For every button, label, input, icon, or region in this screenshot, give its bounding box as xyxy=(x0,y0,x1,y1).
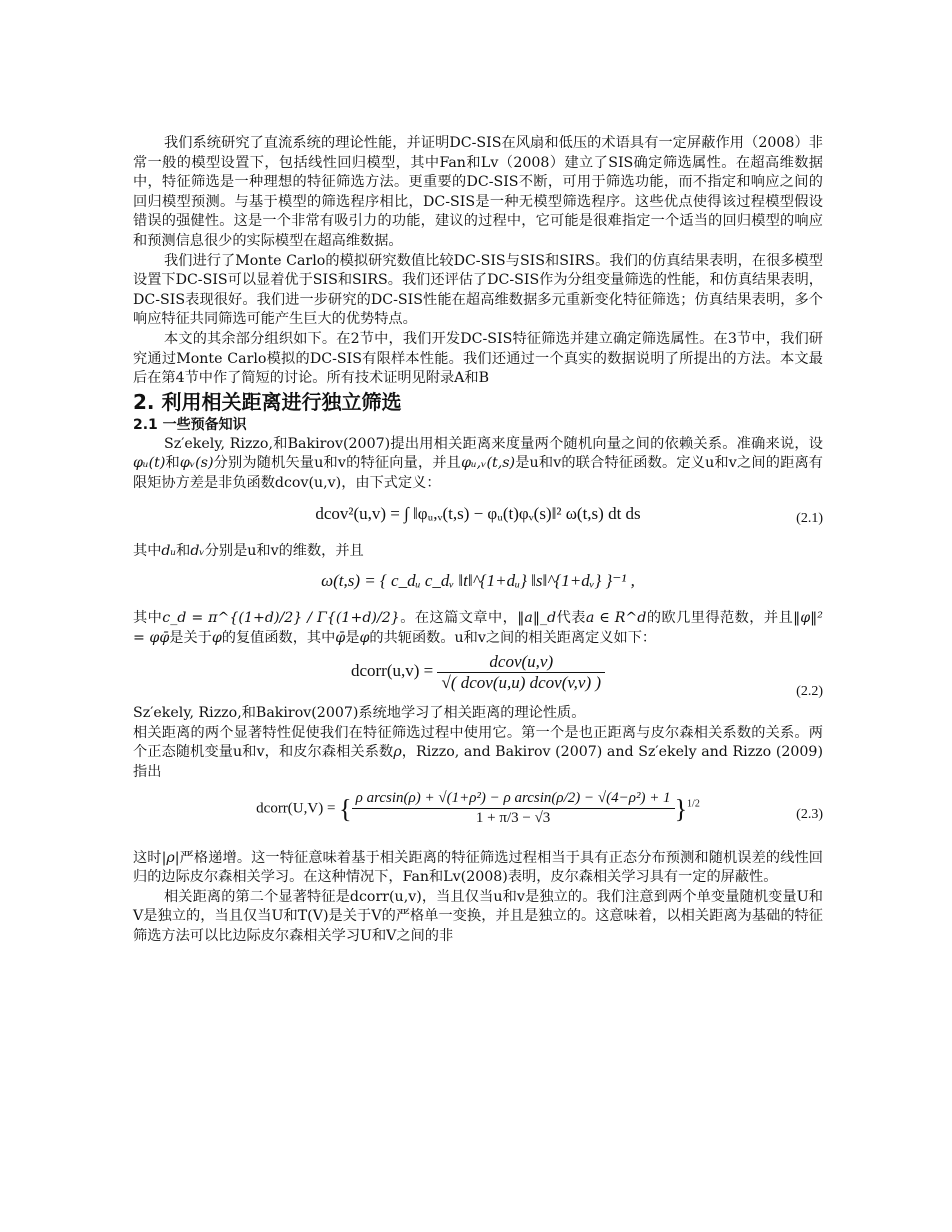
math-dcorr-uv: dcorr(u,v)， xyxy=(349,888,437,905)
equation-formula xyxy=(133,652,823,692)
text-segment: 其中 xyxy=(133,610,163,627)
equation-lhs: dcorr(u,v) = xyxy=(350,661,434,681)
equation-2-3 xyxy=(133,785,823,847)
text-segment: 其中 xyxy=(133,542,162,559)
section-title: 2. 利用相关距离进行独立筛选 xyxy=(133,389,402,414)
equation-2-1 xyxy=(133,496,823,540)
math-d-u: dᵤ xyxy=(161,542,177,559)
equation-fraction xyxy=(352,789,675,829)
text-segment: 相关距离的两个显著特性促使我们在特征筛选过程中使用它。第一个是也正距离与皮尔森相关系数的关系。两个正态随机变量u和v，和皮尔森相关系数 xyxy=(133,724,823,761)
math-rho: ρ xyxy=(393,744,402,761)
equation-power: 1/2 xyxy=(687,798,700,810)
paragraph-4 xyxy=(133,435,823,494)
brace-close: } xyxy=(674,793,688,823)
equation-formula: dcov²(u,v) = ∫ ‖φᵤ,ᵥ(t,s) − φᵤ(t)φᵥ(s)‖² ω(t,s) dt ds xyxy=(315,503,641,523)
equation-omega xyxy=(133,563,823,607)
paragraph-1: 我们系统研究了直流系统的理论性能，并证明DC-SIS在风扇和低压的术语具有一定屏蔽作用（2008）非常一般的模型设置下，包括线性回归模型，其中Fan和Lv（2008）建立了SIS确定筛选属性。在超高维数据中，特征筛选是一种理想的特征筛选方法。更重要的DC-SIS不断，可用于筛选功能，而不指定和响应之间的回归模型预测。与基于模型的筛选程序相比，DC-SIS是一种无模型筛选程序。这些优点使得该过程模型假设错误的强健性。这是一个非常有吸引力的功能，建议的过程中，它可能是很难指定一个适当的回归模型的响应和预测信息很少的实际模型在超高维数据。 xyxy=(133,135,823,249)
equation-numerator: ρ arcsin(ρ) + √(1+ρ²) − ρ arcsin(ρ/2) − √(4−ρ²) + 1 xyxy=(352,789,675,810)
paragraph-5 xyxy=(133,542,823,562)
paragraph-2: 我们进行了Monte Carlo的模拟研究数值比较DC-SIS与SIS和SIRS。我们的仿真结果表明，在很多模型设置下DC-SIS可以显着优于SIS和SIRS。我们还评估了DC-SIS作为分组变量筛选的性能，和仿真结果表明，DC-SIS表现很好。我们进一步研究的DC-SIS性能在超高维数据多元重新变化特征筛选；仿真结果表明，多个响应特征共同筛选可能产生巨大的优势特点。 xyxy=(133,252,823,328)
subsection-title: 2.1 一些预备知识 xyxy=(133,416,247,433)
equation-fraction xyxy=(437,652,605,692)
text-segment: 代表 xyxy=(556,610,586,627)
equation-number: (2.3) xyxy=(796,806,823,822)
math-phi: φ xyxy=(359,629,370,646)
equation-number: (2.2) xyxy=(796,684,823,700)
paragraph-10 xyxy=(133,888,823,947)
brace-open: { xyxy=(339,793,352,823)
math-abs-rho: |ρ| xyxy=(161,849,180,866)
math-phi-bar: φ̄ xyxy=(335,629,346,646)
text-segment: Sz′ekely, Rizzo,和Bakirov(2007)提出用相关距离来度量两个随机向量之间的依赖关系。准确来说，设 xyxy=(164,435,823,452)
equation-number: (2.1) xyxy=(796,510,823,526)
paragraph-3: 本文的其余部分组织如下。在2节中，我们开发DC-SIS特征筛选并建立确定筛选属性。在3节中，我们研究通过Monte Carlo模拟的DC-SIS有限样本性能。我们还通过一个真实的数据说明了所提出的方法。本文最后在第4节中作了简短的讨论。所有技术证明见附录A和B xyxy=(133,330,823,387)
equation-formula xyxy=(133,789,823,829)
math-d-v: dᵥ xyxy=(190,542,205,559)
math-a-in-r: a ∈ R^d xyxy=(585,610,647,627)
text-segment: 分别是u和v的维数，并且 xyxy=(204,542,364,559)
math-phi-u-t: φᵤ(t) xyxy=(133,455,166,472)
page-content xyxy=(133,134,823,947)
math-dcov-uv: dcov(u,v) xyxy=(274,474,342,491)
text-segment: 分别为随机矢量u和v的特征向量，并且 xyxy=(213,455,462,472)
equation-2-2 xyxy=(133,650,823,702)
text-segment: 的欧几里得范数，并且 xyxy=(646,610,794,627)
math-phi-uv: φᵤ,ᵥ(t,s) xyxy=(461,455,516,472)
math-phi: φ xyxy=(211,629,222,646)
math-tv: T(V) xyxy=(297,908,329,925)
paragraph-8 xyxy=(133,724,823,783)
equation-denominator: √( dcov(u,u) dcov(v,v) ) xyxy=(441,672,602,692)
math-phi-norm: ‖φ‖² = φφ̄ xyxy=(133,610,823,646)
text-segment: 的复值函数，其中 xyxy=(221,629,336,646)
paragraph-7: Sz′ekely, Rizzo,和Bakirov(2007)系统地学习了相关距离的理论性质。 xyxy=(133,705,586,722)
equation-denominator: 1 + π/3 − √3 xyxy=(475,810,551,827)
math-norm-a: ‖a‖_d xyxy=(517,610,557,627)
text-segment: 是u和v的联合特征函数。定义u和v之间的距离有限矩协方差是非负函数 xyxy=(133,455,823,491)
text-segment: 是关于V的严格单一变换，并且是独立的。这意味着，以相关距离为基础的特征筛选方法可以比边际皮尔森相关学习U和V之间的非 xyxy=(133,908,823,945)
text-segment: 相关距离的第二个显著特征是 xyxy=(164,888,350,905)
text-segment: 这时 xyxy=(133,849,162,866)
math-phi-v-s: φᵥ(s) xyxy=(179,455,214,472)
equation-formula: ω(t,s) = { c_dᵤ c_dᵥ ‖t‖^{1+dᵤ} ‖s‖^{1+dᵥ} }⁻¹ , xyxy=(321,571,635,591)
math-c-d: c_d = π^{(1+d)/2} / Γ{(1+d)/2} xyxy=(162,610,400,627)
text-segment: 和 xyxy=(165,455,180,472)
paragraph-9 xyxy=(133,849,823,888)
text-segment: 。在这篇文章中， xyxy=(399,610,518,627)
paragraph-6 xyxy=(133,609,823,648)
text-segment: ，Rizzo, and Bakirov (2007) and Sz′ekely and Rizzo (2009)指出 xyxy=(133,744,823,781)
text-segment: 是关于 xyxy=(169,629,212,646)
text-segment: 是 xyxy=(345,629,360,646)
text-segment: 当且仅当u和v是独立的。我们注意到两个单变量随机变量U和V是独立的，当且仅当U和 xyxy=(133,888,823,925)
text-segment: 的共轭函数。u和v之间的相关距离定义如下： xyxy=(369,629,657,646)
text-segment: ，由下式定义： xyxy=(341,474,441,491)
equation-numerator: dcov(u,v) xyxy=(437,652,605,673)
text-segment: 严格递增。这一特征意味着基于相关距离的特征筛选过程相当于具有正态分布预测和随机误差的线性回归的边际皮尔森相关学习。在这种情况下，Fan和Lv(2008)表明，皮尔森相关学习具有一定的屏蔽性。 xyxy=(133,849,823,886)
equation-lhs: dcorr(U,V) = xyxy=(256,800,336,817)
text-segment: 和 xyxy=(176,542,191,559)
